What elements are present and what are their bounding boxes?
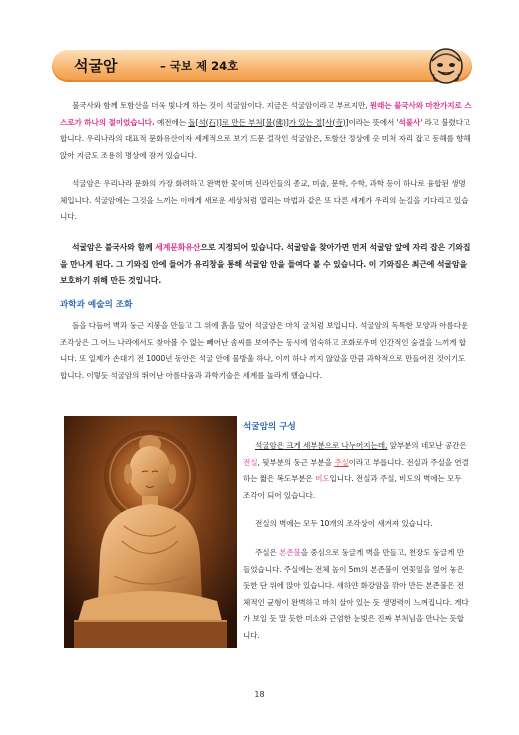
highlight-text: 석불사: [398, 117, 421, 127]
text-segment: 이라고 부릅니다. 전실과 주실을 연결하는 짧은 복도부분은: [243, 457, 469, 483]
underlined-text: 석굴암은 크게 세부분으로 나누어지는데,: [255, 441, 388, 450]
intro-paragraph: [60, 98, 472, 164]
text-segment: 석굴암은 불국사와 함께: [72, 243, 156, 252]
highlight-text: 비도: [315, 474, 330, 483]
bold-paragraph: [60, 240, 472, 290]
text-segment: 입니다. 전실과 주실, 비도의 벽에는 모두 조각이 되어 있습니다.: [243, 474, 462, 500]
text-segment: 앞부분의 네모난 공간은: [387, 441, 467, 450]
highlight-text: 본존불: [279, 548, 301, 557]
monk-face-icon: [426, 44, 466, 86]
section-heading: 석굴암의 구성: [243, 422, 296, 432]
text-segment: 으로 지정되어 있습니다. 석굴암을 찾아가면 먼저 석굴암 앞에 자리 잡은 기와집을 만나게 된다. 그 기와집 안에 들어가 유리창을 통해 석굴암 안을 들여다 볼 수 있습니다. 이 기와집은 최근에 석굴암을 보호하기 위해 만든 것입니다.: [60, 243, 471, 285]
underlined-text: 돌[석(石)]로 만든 부처: [188, 117, 263, 127]
text-segment: 예전에는: [154, 117, 189, 127]
text-segment: 주실은: [255, 548, 280, 557]
section-heading: 과학과 예술의 조화: [60, 300, 133, 310]
text-segment: ' 라고 불렸다고 합니다. 우리나라의 대표적 문화유산이자 세계적으로 보기 드문 걸작인 석굴암은, 토함산 정상에 옷 미쳐 자리 잡고 동해를 향해 앉아 지금도 조용히 명상에 잠겨 있습니다.: [60, 117, 471, 160]
section-paragraph: [243, 545, 471, 644]
page-title: 석굴암: [74, 57, 118, 75]
highlight-text: 원래는 불국사와 마찬가지로 스스로가 하나의 절이었습니다.: [60, 101, 472, 127]
page-number: 18: [254, 690, 265, 699]
text-segment: 을 중심으로 둥글게 벽을 만들고, 천장도 둥글게 만들었습니다. 주실에는 전체 높이 5m의 본존불이 연꽃잎을 엎어 놓은 듯한 단 위에 앉아 있습니다. 새하얀 화강암을 깎아 만든 본존불은 전체적인 균형이 완벽하고 마치 살아 있는 듯 생명력이 느껴집니다. 게다가 보일 듯 말 듯한 미소와 근엄한 눈빛은 진짜 부처님을 만나는 듯합니다.: [243, 548, 469, 640]
title-banner: [52, 50, 472, 82]
text-segment: 불국사와 함께 토함산을 더욱 빛나게 하는 것이 석굴암이다. 지금은 석굴암이라고 부르지만,: [72, 101, 370, 110]
underlined-text: [불(佛)]가 있는: [262, 117, 316, 127]
text-segment: , 뒷부분의 둥근 부분을: [257, 457, 335, 467]
highlight-text: 주실: [334, 457, 349, 467]
page-subtitle: – 국보 제 24호: [160, 59, 239, 73]
highlight-text: 세계문화유산: [155, 243, 201, 252]
buddha-statue-image: [64, 416, 237, 648]
underlined-text: 절[사(寺)]: [315, 117, 349, 127]
text-segment: 이라는 뜻에서 ': [348, 117, 399, 127]
body-paragraph: 석굴암은 우리나라 문화의 가장 화려하고 완벽한 꽃이며 신라인들의 종교, 미술, 문학, 수학, 과학 등이 하나로 융합된 생명체입니다. 석굴암에는 그것을 느끼는 이에게 새로운 세상처럼 열리는 마법과 같은 또 다른 세계가 우리의 눈길을 기다리고 있습니다.: [60, 179, 469, 221]
section-paragraph: [243, 438, 471, 504]
section-paragraph: 전실의 벽에는 모두 10개의 조각상이 새겨져 있습니다.: [255, 519, 433, 528]
section-paragraph: 돌을 다듬어 벽과 둥근 지붕을 만들고 그 위에 흙을 덮어 석굴암은 마치 굴처럼 보입니다. 석굴암의 독특한 모양과 아름다운 조각상은 그 어느 나라에서도 찾아볼 수 없는 빼어난 솜씨를 보여주는 동시에 엄숙하고 조화로우며 인간적인 숨결을 느끼게 합니다. 또 일제가 손대기 전 1000년 동안은 석굴 안에 물방울 하나, 이끼 하나 끼지 않았을 만큼 과학적으로 만들어진 것이기도 합니다. 이렇듯 석굴암의 뛰어난 아름다움과 과학기술은 세계를 놀라게 했습니다.: [60, 321, 469, 380]
highlight-text: 전실: [243, 457, 258, 467]
